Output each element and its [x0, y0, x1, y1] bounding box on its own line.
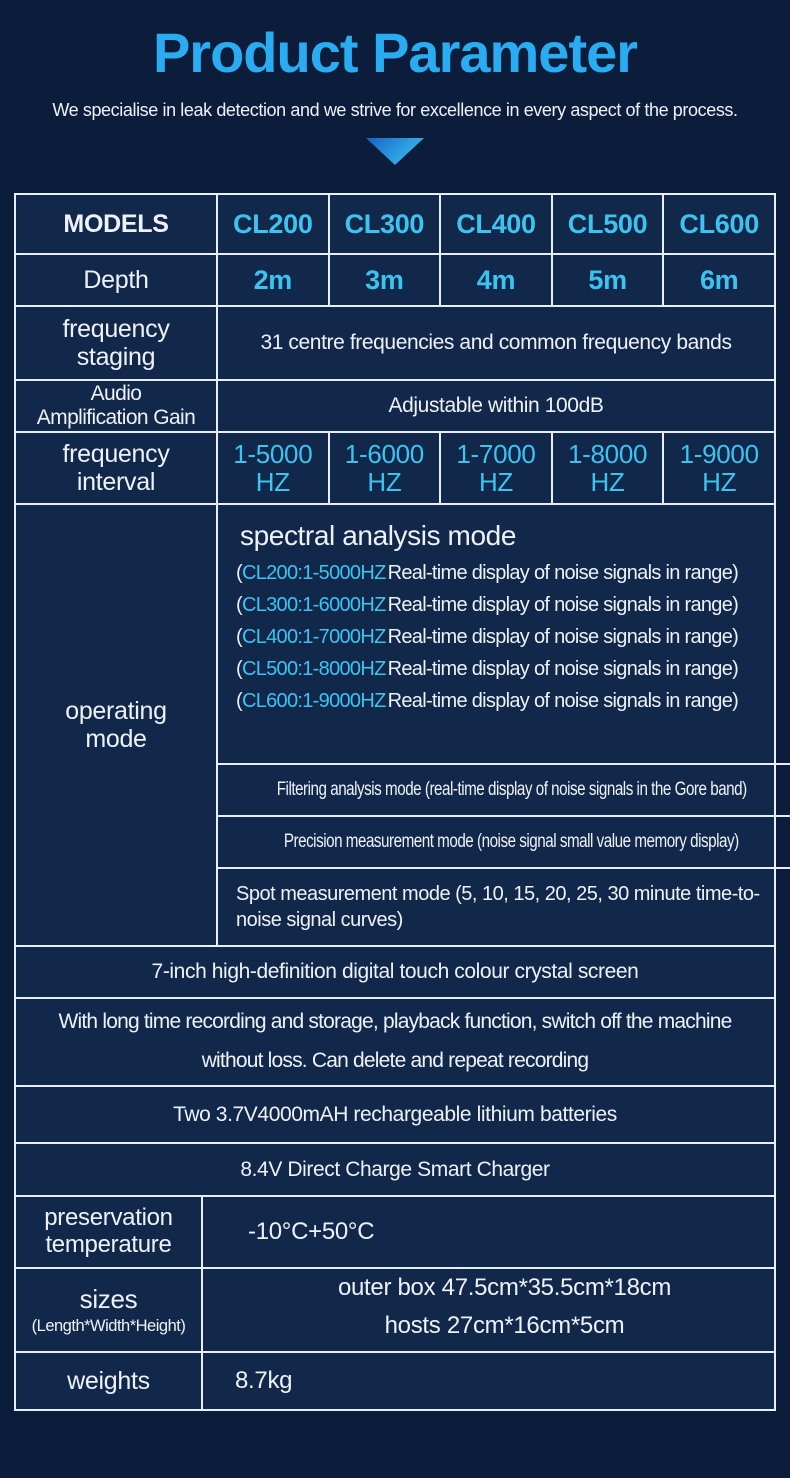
screen-row: [16, 945, 774, 997]
audio-gain-value: Adjustable within 100dB: [216, 381, 774, 431]
model-cell-cl400: CL400: [439, 195, 551, 253]
spectral-analysis-block: [218, 505, 790, 763]
frequency-staging-value: 31 centre frequencies and common frequency bands: [216, 307, 774, 379]
operating-mode-values: [216, 505, 790, 945]
spectral-line-cl600: (CL600:1-9000HZ Real-time display of noise signals in range): [236, 690, 739, 712]
header: [0, 20, 790, 165]
charger-row: [16, 1142, 774, 1195]
operating-mode-label: operating mode: [65, 697, 167, 753]
preservation-temperature-row: [16, 1195, 774, 1267]
interval-cell-4: 1-8000 HZ: [551, 433, 663, 503]
sizes-label: sizes (Length*Width*Height): [31, 1283, 186, 1335]
battery-text: Two 3.7V4000mAH rechargeable lithium batteries: [173, 1102, 617, 1126]
screen-text: 7-inch high-definition digital touch colour crystal screen: [151, 960, 639, 983]
interval-cell-3: 1-7000 HZ: [439, 433, 551, 503]
frequency-interval-label: frequency interval: [62, 440, 170, 496]
preservation-temperature-value: -10°C+50°C: [201, 1197, 774, 1267]
model-cell-cl600: CL600: [662, 195, 774, 253]
weights-label: weights: [67, 1367, 150, 1395]
depth-row: [16, 253, 774, 305]
interval-cell-2: 1-6000 HZ: [328, 433, 440, 503]
depth-label: Depth: [83, 266, 149, 294]
spectral-line-cl500: (CL500:1-8000HZ Real-time display of noise signals in range): [236, 658, 739, 680]
page-subtitle: We specialise in leak detection and we strive for excellence in every aspect of the process.: [52, 100, 738, 120]
model-cell-cl500: CL500: [551, 195, 663, 253]
model-cell-cl300: CL300: [328, 195, 440, 253]
model-cell-cl200: CL200: [216, 195, 328, 253]
battery-row: [16, 1085, 774, 1142]
charger-text: 8.4V Direct Charge Smart Charger: [240, 1157, 550, 1181]
precision-mode-text: Precision measurement mode (noise signal small value memory display): [284, 831, 740, 852]
interval-cell-5: 1-9000 HZ: [662, 433, 774, 503]
frequency-staging-row: [16, 305, 774, 379]
models-row: [16, 195, 774, 253]
preservation-temperature-label: preservation temperature: [44, 1204, 173, 1258]
depth-cell-1: 2m: [216, 255, 328, 305]
spectral-line-cl300: (CL300:1-6000HZ Real-time display of noise signals in range): [236, 594, 739, 616]
interval-cell-1: 1-5000 HZ: [216, 433, 328, 503]
spot-mode-text: Spot measurement mode (5, 10, 15, 20, 25, 30 minute time-to-noise signal curves): [236, 882, 760, 931]
weights-row: [16, 1351, 774, 1409]
spectral-line-cl200: (CL200:1-5000HZ Real-time display of noise signals in range): [236, 562, 739, 584]
filtering-mode-row: [218, 763, 790, 815]
sizes-outer-box: outer box 47.5cm*35.5cm*18cm: [337, 1274, 672, 1301]
spectral-analysis-heading: spectral analysis mode: [240, 520, 516, 551]
depth-cell-2: 3m: [328, 255, 440, 305]
audio-gain-row: [16, 379, 774, 431]
filtering-mode-text: Filtering analysis mode (real-time display of noise signals in the Gore band): [276, 779, 747, 800]
spectral-line-cl400: (CL400:1-7000HZ Real-time display of noise signals in range): [236, 626, 739, 648]
depth-cell-5: 6m: [662, 255, 774, 305]
operating-mode-row: [16, 503, 774, 945]
depth-cell-4: 5m: [551, 255, 663, 305]
precision-mode-row: [218, 815, 790, 867]
sizes-hosts: hosts 27cm*16cm*5cm: [384, 1312, 625, 1340]
recording-row: [16, 997, 774, 1085]
depth-cell-3: 4m: [439, 255, 551, 305]
down-arrow-icon: [366, 138, 424, 165]
spot-mode-row: [218, 867, 790, 945]
frequency-interval-row: [16, 431, 774, 503]
sizes-row: [16, 1267, 774, 1351]
sizes-value: [201, 1269, 774, 1351]
audio-gain-label: Audio Amplification Gain: [36, 381, 196, 429]
weights-value: 8.7kg: [201, 1353, 774, 1409]
spec-table: [14, 193, 776, 1411]
frequency-staging-label: frequency staging: [62, 315, 170, 371]
models-label: MODELS: [63, 210, 169, 238]
page-title: Product Parameter: [152, 21, 638, 84]
recording-text: With long time recording and storage, playback function, switch off the machine without loss. Can delete and repeat recording: [58, 1010, 732, 1072]
